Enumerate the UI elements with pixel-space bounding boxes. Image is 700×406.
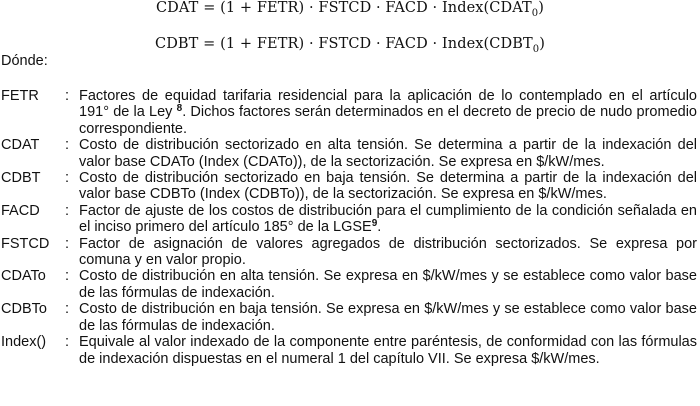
equation-lhs: CDAT bbox=[155, 0, 199, 16]
equation-lhs: CDBT bbox=[155, 36, 199, 52]
definition-text: Costo de distribución sectorizado en alta tensión. Se determina a partir de la indexación del valor base CDATo (Index (CDATo)), de la sectorización. Se expresa en $/kW/mes. bbox=[79, 137, 697, 170]
definition-body-cont: . Dichos factores serán determinados en el decreto de precio de nudo promedio correspondiente. bbox=[79, 104, 697, 137]
equation-subscript: 0 bbox=[532, 43, 540, 55]
definition-term: FSTCD bbox=[1, 235, 50, 252]
definition-body: Factores de equidad tarifaria residencial para la aplicación de lo contemplado en el artículo 191° de la Ley bbox=[79, 88, 697, 121]
footnote-marker: 9 bbox=[371, 218, 378, 230]
definition-text bbox=[79, 88, 697, 137]
definition-row-fetr bbox=[1, 88, 697, 137]
definitions-list bbox=[1, 88, 697, 367]
definition-colon: : bbox=[65, 235, 70, 252]
definition-row-cdato bbox=[1, 268, 697, 301]
definition-colon: : bbox=[65, 268, 70, 285]
definition-term: CDBT bbox=[1, 170, 41, 187]
definition-term: CDAT bbox=[1, 137, 40, 154]
definition-colon: : bbox=[65, 334, 70, 351]
definition-text: Costo de distribución en alta tensión. Se expresa en $/kW/mes y se establece como valor base de las fórmulas de indexación. bbox=[79, 268, 697, 301]
definition-row-cdbt bbox=[1, 170, 697, 203]
definition-colon: : bbox=[65, 301, 70, 318]
definition-text: Costo de distribución en baja tensión. Se expresa en $/kW/mes y se establece como valor base de las fórmulas de indexación. bbox=[79, 301, 697, 334]
definition-row-fstcd bbox=[1, 236, 697, 269]
definition-colon: : bbox=[65, 202, 70, 219]
definition-colon: : bbox=[65, 88, 70, 104]
equation-cdbt bbox=[0, 36, 700, 55]
equation-close: ) bbox=[538, 0, 545, 16]
definition-text: Factor de asignación de valores agregados de distribución sectorizados. Se expresa por comuna y en valor propio. bbox=[79, 235, 697, 269]
equation-close: ) bbox=[539, 36, 545, 52]
definition-text bbox=[79, 203, 697, 236]
definition-row-cdbto bbox=[1, 301, 697, 334]
definition-text: Costo de distribución sectorizado en baja tensión. Se determina a partir de la indexación del valor base CDBTo (Index (CDBTo)), de la sectorización. Se expresa en $/kW/mes. bbox=[79, 170, 697, 203]
equation-subscript: 0 bbox=[531, 7, 539, 19]
footnote-marker: 8 bbox=[176, 103, 183, 115]
definition-colon: : bbox=[65, 137, 70, 154]
definition-body: Factor de ajuste de los costos de distribución para el cumplimiento de la condición señalada en el inciso primero del artículo 185° de la LGSE bbox=[79, 202, 697, 236]
definition-term: CDBTo bbox=[1, 301, 47, 318]
definition-term: CDATo bbox=[1, 268, 46, 285]
definition-colon: : bbox=[65, 170, 70, 187]
definition-body-cont: . bbox=[377, 219, 382, 236]
definition-text: Equivale al valor indexado de la componente entre paréntesis, de conformidad con las fórmulas de indexación dispuestas en el numeral 1 del capítulo VII. Se expresa $/kW/mes. bbox=[79, 334, 697, 367]
donde-label: Dónde: bbox=[1, 53, 48, 69]
definition-term: FACD bbox=[1, 202, 40, 219]
definition-term: FETR bbox=[1, 88, 39, 104]
definition-term: Index() bbox=[1, 334, 47, 351]
equation-rhs: = (1 + FETR) · FSTCD · FACD · Index(CDAT bbox=[203, 0, 532, 16]
equation-cdat bbox=[0, 0, 700, 19]
definition-row-index bbox=[1, 334, 697, 367]
equation-rhs: = (1 + FETR) · FSTCD · FACD · Index(CDBT bbox=[203, 36, 533, 52]
definition-row-facd bbox=[1, 203, 697, 236]
definition-row-cdat bbox=[1, 137, 697, 170]
